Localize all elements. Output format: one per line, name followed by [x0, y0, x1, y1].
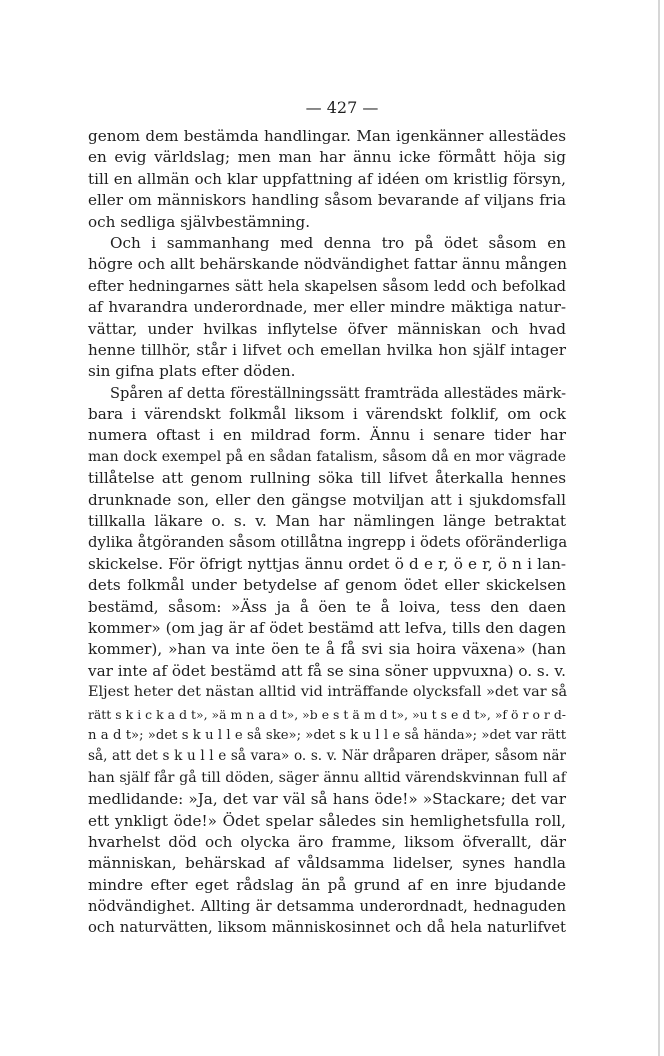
text-line: tillkalla läkare o. s. v. Man har nämlingen länge betraktat	[88, 512, 566, 531]
text-line: så, att det s k u l l e så vara» o. s. v. När dråparen dräper, såsom när	[88, 748, 566, 765]
text-line: vättar, under hvilkas inflytelse öfver människan och hvad	[88, 319, 566, 338]
text-line: dets folkmål under betydelse af genom ödet eller skickelsen	[88, 576, 566, 595]
text-line: han själf får gå till döden, säger ännu alltid värendskvinnan full af	[88, 769, 566, 786]
text-line: högre och allt behärskande nödvändighet fattar ännu mången	[88, 255, 567, 274]
text-line: drunknade son, eller den gängse motviljan att i sjukdomsfall	[88, 490, 566, 509]
text-line: bara i värendskt folkmål liksom i värendskt folklif, om ock	[88, 405, 566, 424]
text-line: sin gifna plats efter döden.	[88, 362, 296, 381]
text-line: ett ynkligt öde!» Ödet spelar således sin hemlighetsfulla roll,	[88, 811, 566, 830]
text-line: Eljest heter det nästan alltid vid inträffande olycksfall »det var så	[88, 684, 568, 701]
text-line: medlidande: »Ja, det var väl så hans öde!» »Stackare; det var	[88, 790, 566, 809]
text-line: genom dem bestämda handlingar. Man igenkänner allestädes	[88, 127, 566, 145]
text-line: och naturvätten, liksom människosinnet och då hela naturlifvet	[88, 919, 566, 937]
scan-edge	[658, 0, 660, 1056]
text-line: efter hedningarnes sätt hela skapelsen såsom ledd och befolkad	[88, 277, 566, 295]
page-body-text	[88, 126, 566, 939]
text-line: rätt s k i c k a d t», »ä m n a d t», »b e s t ä m d t», »u t s e d t», »f ö r o r d-	[88, 706, 566, 722]
text-line: Spåren af detta föreställningssätt framträda allestädes märk-	[110, 384, 566, 402]
text-line: tillåtelse att genom rullning söka till lifvet återkalla hennes	[88, 469, 566, 488]
text-line: nödvändighet. Allting är detsamma underordnadt, hednaguden	[88, 898, 566, 916]
text-line: var inte af ödet bestämd att få se sina söner uppvuxna) o. s. v.	[88, 661, 566, 680]
text-line: till en allmän och klar uppfattning af idéen om kristlig försyn,	[88, 169, 566, 188]
text-line: människan, behärskad af våldsamma lidelser, synes handla	[88, 854, 566, 873]
text-line: af hvarandra underordnade, mer eller mindre mäktiga natur-	[88, 298, 566, 317]
text-line: Och i sammanhang med denna tro på ödet såsom en	[110, 233, 566, 252]
text-line: bestämd, såsom: »Äss ja å öen te å loiva, tess den daen	[88, 597, 566, 616]
text-line: n a d t»; »det s k u l l e så ske»; »det s k u l l e så hända»; »det var rätt	[88, 727, 566, 743]
text-line: man dock exempel på en sådan fatalism, såsom då en mor vägrade	[88, 448, 566, 465]
text-line: kommer» (om jag är af ödet bestämd att lefva, tills den dagen	[88, 618, 566, 637]
text-line: numera oftast i en mildrad form. Ännu i senare tider har	[88, 426, 566, 445]
text-line: och sedliga självbestämning.	[88, 212, 311, 231]
page-number: — 427 —	[305, 98, 379, 117]
text-line: dylika åtgöranden såsom otillåtna ingrepp i ödets oföränderliga	[88, 534, 568, 552]
text-line: hvarhelst död och olycka äro framme, liksom öfverallt, där	[88, 832, 566, 851]
text-line: kommer), »han va inte öen te å få svi sia hoira växena» (han	[88, 640, 566, 659]
text-line: en evig världslag; men man har ännu icke förmått höja sig	[88, 148, 566, 167]
text-line: eller om människors handling såsom bevarande af viljans fria	[88, 191, 566, 210]
text-line: mindre efter eget rådslag än på grund af en inre bjudande	[88, 875, 566, 894]
text-line: skickelse. För öfrigt nyttjas ännu ordet ö d e r, ö e r, ö n i lan-	[88, 554, 566, 573]
text-line: henne tillhör, står i lifvet och emellan hvilka hon själf intager	[88, 340, 566, 359]
